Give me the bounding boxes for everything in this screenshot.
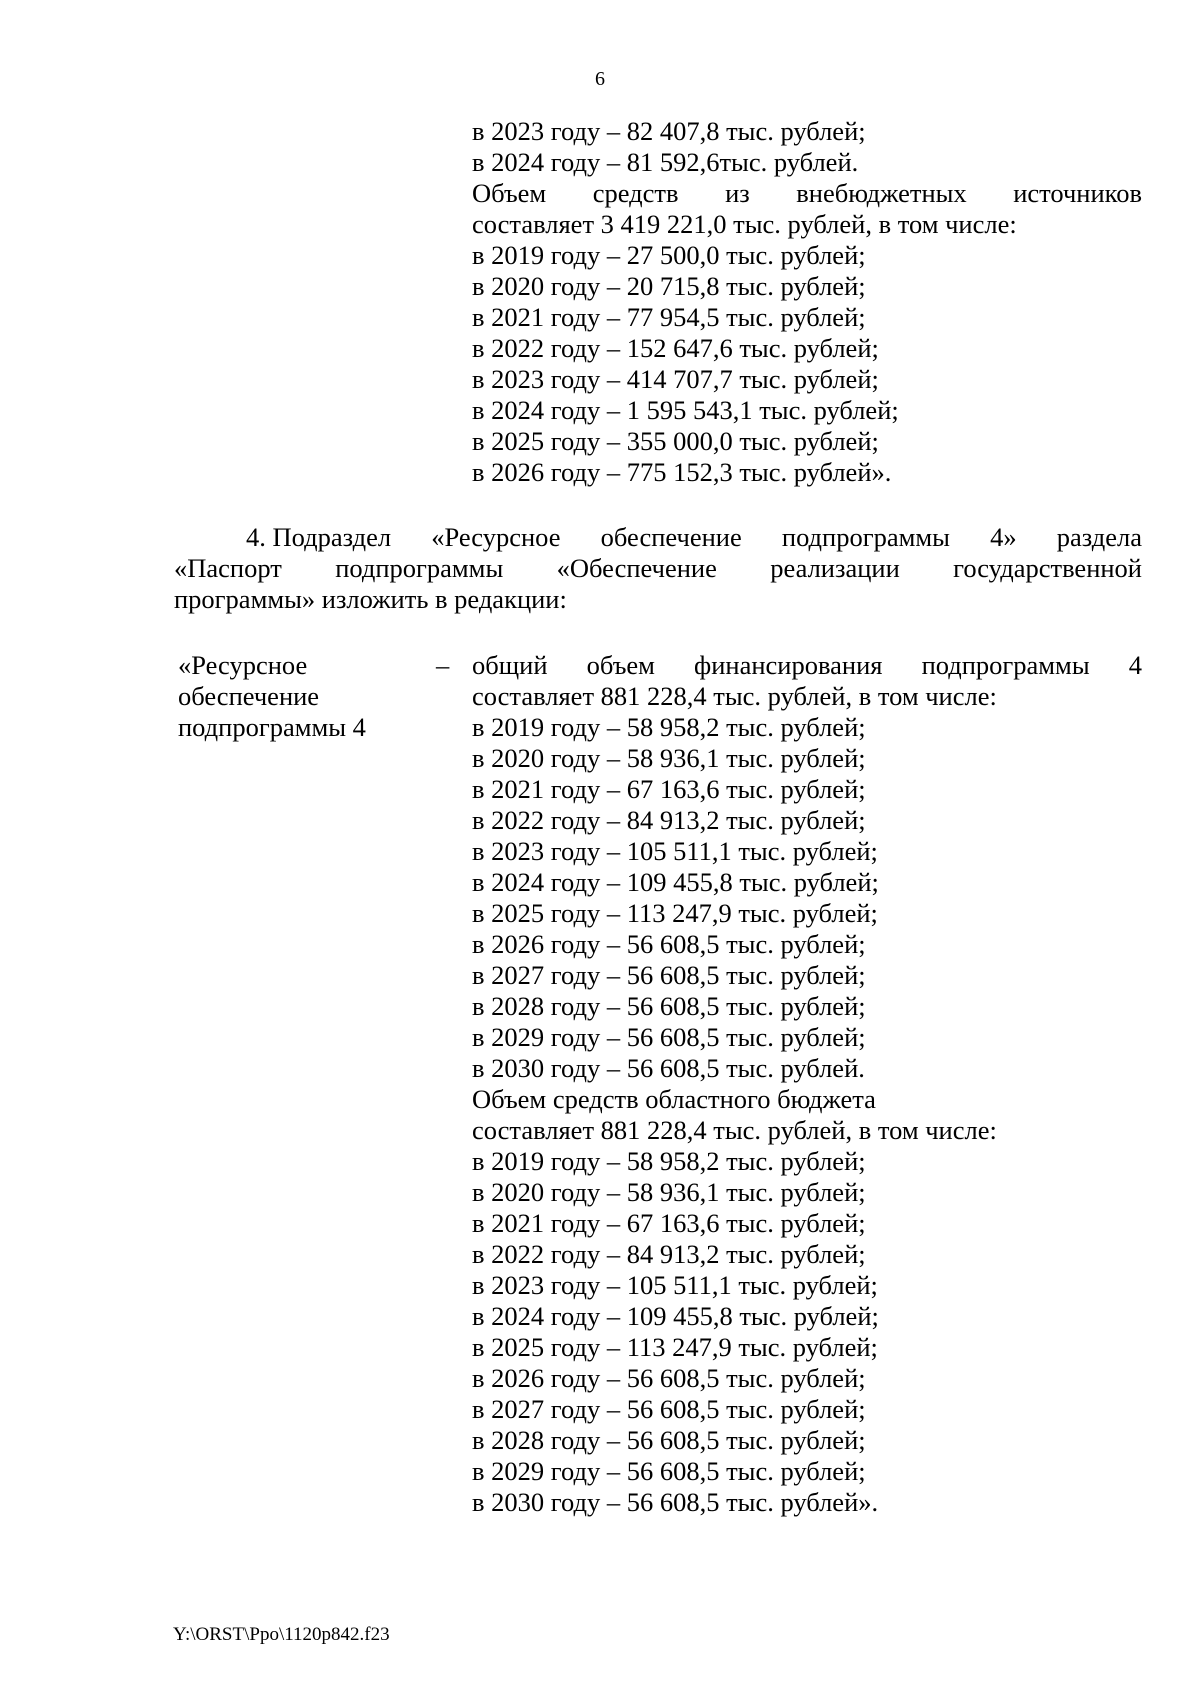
funding-line: в 2021 году – 77 954,5 тыс. рублей; <box>472 302 866 332</box>
funding-line: в 2024 году – 109 455,8 тыс. рублей; <box>472 1301 879 1331</box>
funding-line: в 2025 году – 113 247,9 тыс. рублей; <box>472 898 878 928</box>
funding-line: в 2025 году – 355 000,0 тыс. рублей; <box>472 426 879 456</box>
word: подпрограммы <box>921 650 1090 680</box>
funding-line: в 2023 году – 82 407,8 тыс. рублей; <box>472 116 866 146</box>
funding-line: в 2030 году – 56 608,5 тыс. рублей». <box>472 1487 879 1517</box>
word: 4 <box>1128 650 1142 680</box>
funding-line: в 2030 году – 56 608,5 тыс. рублей. <box>472 1053 865 1083</box>
funding-line: в 2022 году – 152 647,6 тыс. рублей; <box>472 333 879 363</box>
word: обеспечение <box>600 522 742 552</box>
word: внебюджетных <box>796 178 967 208</box>
funding-line: в 2023 году – 105 511,1 тыс. рублей; <box>472 1270 878 1300</box>
resource-body <box>472 650 1142 1518</box>
funding-line: в 2028 году – 56 608,5 тыс. рублей; <box>472 991 866 1021</box>
funding-line: в 2023 году – 105 511,1 тыс. рублей; <box>472 836 878 866</box>
word: государственной <box>953 553 1142 583</box>
extra-budget-total: составляет 3 419 221,0 тыс. рублей, в том числе: <box>472 209 1017 239</box>
funding-line: в 2022 году – 84 913,2 тыс. рублей; <box>472 1239 866 1269</box>
paragraph-line <box>174 553 1142 584</box>
word: Объем <box>472 178 547 208</box>
word: из <box>725 178 750 208</box>
funding-line: в 2023 году – 414 707,7 тыс. рублей; <box>472 364 879 394</box>
funding-line: в 2021 году – 67 163,6 тыс. рублей; <box>472 1208 866 1238</box>
label-line: «Ресурсное <box>178 650 308 680</box>
funding-line: в 2024 году – 109 455,8 тыс. рублей; <box>472 867 879 897</box>
label-line: обеспечение <box>178 681 320 711</box>
word: подпрограммы <box>335 553 504 583</box>
regional-amount: составляет 881 228,4 тыс. рублей, в том числе: <box>472 1115 997 1145</box>
funding-line: в 2028 году – 56 608,5 тыс. рублей; <box>472 1425 866 1455</box>
funding-line: в 2019 году – 27 500,0 тыс. рублей; <box>472 240 866 270</box>
regional-intro: Объем средств областного бюджета <box>472 1084 876 1114</box>
paragraph-line <box>174 522 1142 553</box>
funding-line: в 2020 году – 20 715,8 тыс. рублей; <box>472 271 866 301</box>
funding-continuation-block <box>472 116 1142 488</box>
word: объем <box>586 650 655 680</box>
funding-line: в 2020 году – 58 936,1 тыс. рублей; <box>472 743 866 773</box>
word: раздела <box>1056 522 1142 552</box>
funding-line: в 2026 году – 56 608,5 тыс. рублей; <box>472 929 866 959</box>
resource-label <box>178 650 418 743</box>
word: 4» <box>990 522 1017 552</box>
word: средств <box>592 178 679 208</box>
word: «Паспорт <box>174 553 282 583</box>
funding-line: в 2020 году – 58 936,1 тыс. рублей; <box>472 1177 866 1207</box>
total-amount: составляет 881 228,4 тыс. рублей, в том числе: <box>472 681 997 711</box>
funding-line: в 2022 году – 84 913,2 тыс. рублей; <box>472 805 866 835</box>
total-intro <box>472 650 1142 681</box>
word: «Ресурсное <box>431 522 561 552</box>
word: «Обеспечение <box>556 553 717 583</box>
funding-line: в 2021 году – 67 163,6 тыс. рублей; <box>472 774 866 804</box>
label-dash: – <box>436 650 450 680</box>
word: общий <box>472 650 548 680</box>
file-path-footer: Y:\ORST\Ppo\1120p842.f23 <box>173 1624 390 1645</box>
label-line: подпрограммы 4 <box>178 712 366 742</box>
funding-line: в 2029 году – 56 608,5 тыс. рублей; <box>472 1456 866 1486</box>
paragraph-line: программы» изложить в редакции: <box>174 584 567 614</box>
funding-line: в 2024 году – 1 595 543,1 тыс. рублей; <box>472 395 899 425</box>
funding-line: в 2027 году – 56 608,5 тыс. рублей; <box>472 960 866 990</box>
page-number: 6 <box>595 68 605 90</box>
funding-line: в 2026 году – 56 608,5 тыс. рублей; <box>472 1363 866 1393</box>
funding-line: в 2019 году – 58 958,2 тыс. рублей; <box>472 712 866 742</box>
word: реализации <box>770 553 900 583</box>
funding-line: в 2024 году – 81 592,6тыс. рублей. <box>472 147 859 177</box>
section-4-paragraph <box>174 522 1142 615</box>
funding-line: в 2025 году – 113 247,9 тыс. рублей; <box>472 1332 878 1362</box>
word: финансирования <box>694 650 883 680</box>
funding-line: в 2029 году – 56 608,5 тыс. рублей; <box>472 1022 866 1052</box>
word: источников <box>1013 178 1142 208</box>
funding-line: в 2026 году – 775 152,3 тыс. рублей». <box>472 457 892 487</box>
word: подпрограммы <box>781 522 950 552</box>
extra-budget-intro <box>472 178 1142 209</box>
funding-line: в 2027 году – 56 608,5 тыс. рублей; <box>472 1394 866 1424</box>
word: 4. Подраздел <box>246 522 392 552</box>
funding-line: в 2019 году – 58 958,2 тыс. рублей; <box>472 1146 866 1176</box>
